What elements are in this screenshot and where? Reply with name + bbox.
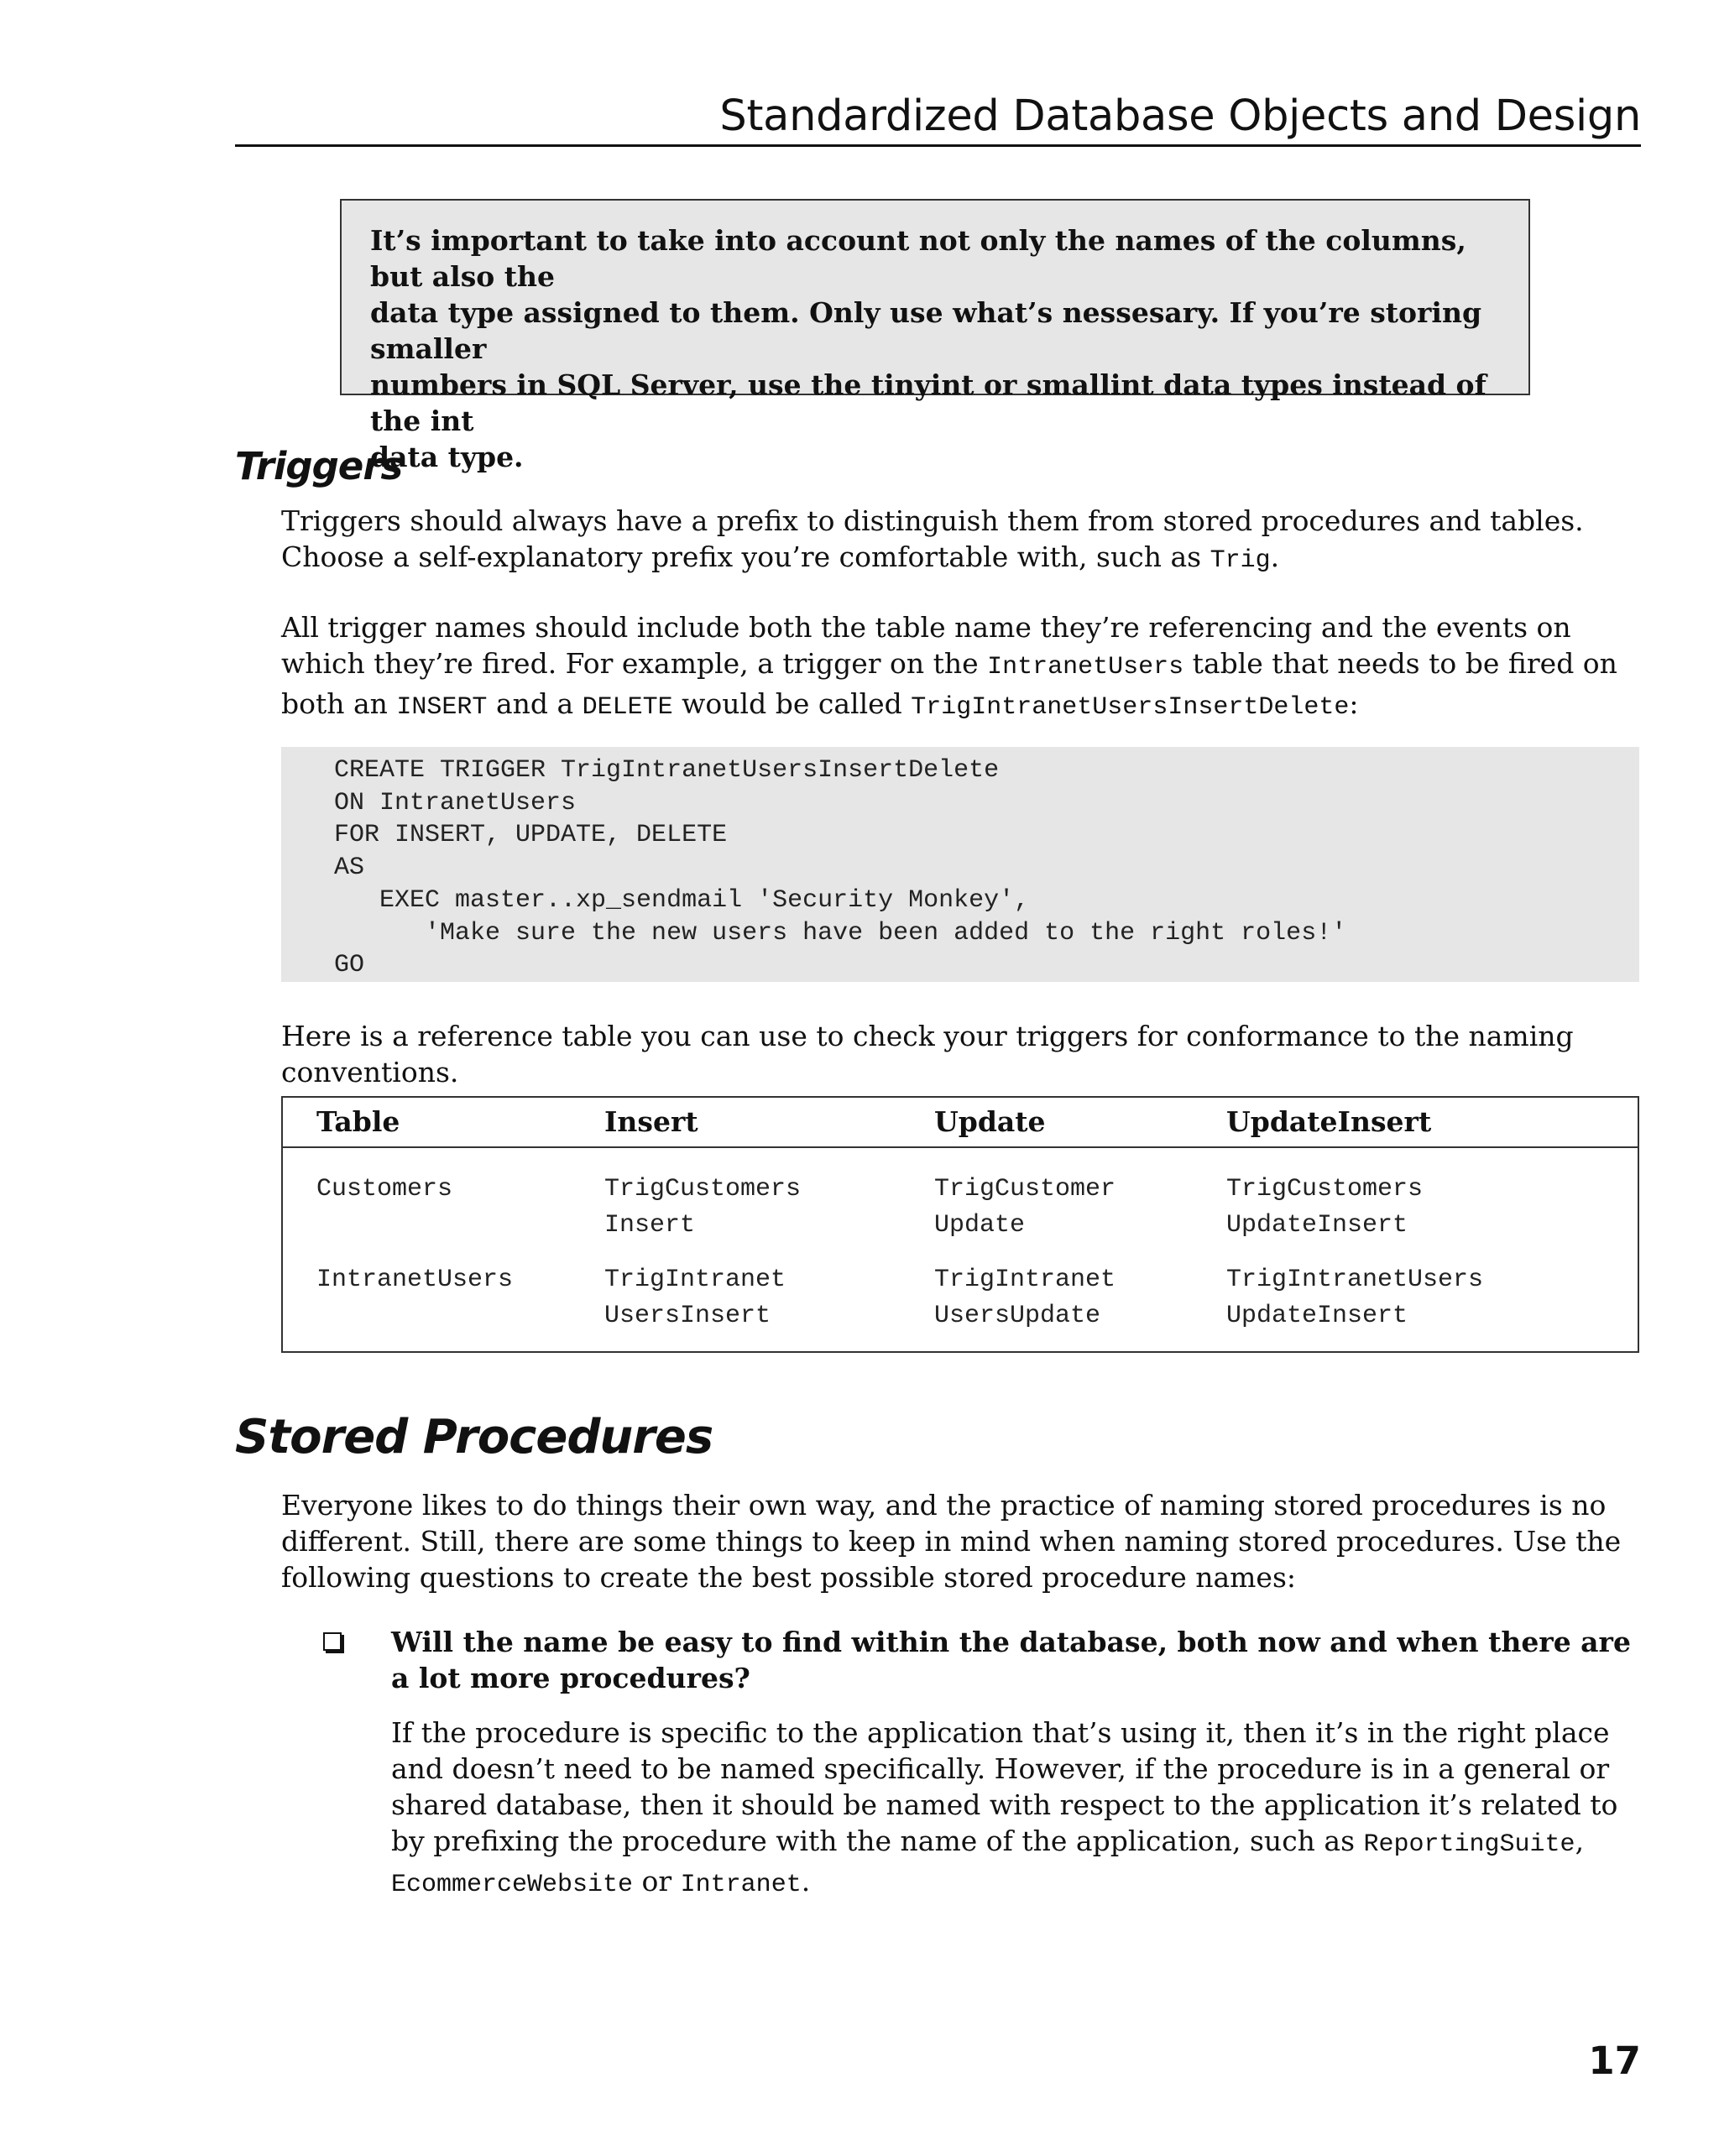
page-number: 17 xyxy=(1588,2039,1641,2083)
bullet-question: Will the name be easy to find within the database, both now and when there are a lot more procedures? xyxy=(391,1626,1631,1694)
note-line: data type. xyxy=(370,441,524,473)
paragraph-text: Triggers should always have a prefix to distinguish them from stored procedures and tables. Choose a self-explanatory prefix you’re comfortable with, such as xyxy=(281,504,1584,573)
table-cell: UpdateInsert xyxy=(1226,1211,1408,1240)
table-cell: TrigIntranet xyxy=(604,1266,786,1294)
table-cell: UsersUpdate xyxy=(934,1302,1101,1330)
paragraph-text: All trigger names should include both the table name they’re referencing and the events on which they’re fired. For example, a trigger on the xyxy=(281,611,1571,680)
bullet-body xyxy=(391,1715,1642,1903)
code-line: EXEC master..xp_sendmail 'Security Monkey', xyxy=(334,885,1030,915)
table-cell: UsersInsert xyxy=(604,1302,771,1330)
column-header-table: Table xyxy=(316,1105,400,1138)
inline-code: Intranet xyxy=(680,1871,802,1899)
inline-code: Trig xyxy=(1210,546,1271,575)
triggers-paragraph-1 xyxy=(281,503,1641,579)
table-cell: Insert xyxy=(604,1211,696,1240)
column-header-update: Update xyxy=(934,1105,1046,1138)
inline-code: INSERT xyxy=(396,693,488,722)
triggers-paragraph-2 xyxy=(281,609,1641,726)
code-line: CREATE TRIGGER TrigIntranetUsersInsertDelete xyxy=(334,756,1000,785)
inline-code: ReportingSuite xyxy=(1363,1830,1575,1859)
note-line: It’s important to take into account not only the names of the columns, but also the xyxy=(370,224,1466,293)
table-cell: IntranetUsers xyxy=(316,1266,514,1294)
paragraph-text: : xyxy=(1349,687,1359,720)
code-line: 'Make sure the new users have been added to the right roles!' xyxy=(334,918,1347,947)
code-line: AS xyxy=(334,854,365,883)
table-cell: UpdateInsert xyxy=(1226,1302,1408,1330)
table-cell: TrigIntranet xyxy=(934,1266,1116,1294)
paragraph-text: . xyxy=(801,1865,811,1898)
inline-code: TrigIntranetUsersInsertDelete xyxy=(911,693,1350,722)
note-callout xyxy=(340,199,1530,473)
paragraph-text: . xyxy=(1270,540,1280,573)
column-header-update-insert: UpdateInsert xyxy=(1226,1105,1432,1138)
note-line: data type assigned to them. Only use what’s nessesary. If you’re storing smaller xyxy=(370,296,1482,365)
table-cell: TrigCustomers xyxy=(604,1175,802,1203)
table-cell: Customers xyxy=(316,1175,453,1203)
paragraph-text: would be called xyxy=(672,687,912,720)
inline-code: EcommerceWebsite xyxy=(391,1871,634,1899)
running-head-title: Standardized Database Objects and Design xyxy=(235,88,1641,147)
table-header-row xyxy=(283,1098,1638,1148)
code-block xyxy=(281,747,1639,982)
paragraph-text: table that needs to be fired on both an xyxy=(281,647,1617,720)
note-line: numbers in SQL Server, use the tinyint or smallint data types instead of the int xyxy=(370,368,1486,437)
paragraph-text: and a xyxy=(487,687,583,720)
code-line: ON IntranetUsers xyxy=(334,788,577,817)
code-line: FOR INSERT, UPDATE, DELETE xyxy=(334,821,728,850)
table-cell: TrigCustomers xyxy=(1226,1175,1424,1203)
inline-code: IntranetUsers xyxy=(987,653,1184,681)
column-header-insert: Insert xyxy=(604,1105,698,1138)
triggers-paragraph-3: Here is a reference table you can use to check your triggers for conformance to the naming conventions. xyxy=(281,1020,1574,1088)
stored-procedures-heading: Stored Procedures xyxy=(235,1410,713,1464)
table-cell: TrigCustomer xyxy=(934,1175,1116,1203)
table-cell: Update xyxy=(934,1211,1026,1240)
triggers-heading: Triggers xyxy=(235,444,403,488)
table-cell: TrigIntranetUsers xyxy=(1226,1266,1484,1294)
trigger-reference-table xyxy=(281,1096,1639,1353)
paragraph-text: , xyxy=(1575,1825,1585,1857)
paragraph-text: or xyxy=(633,1865,681,1898)
stored-procedures-paragraph-1: Everyone likes to do things their own way, and the practice of naming stored procedures is no different. Still, there are some things to keep in mind when naming stored procedures. Use the following questions to create the best possible stored procedure names: xyxy=(281,1489,1622,1594)
checkbox-bullet-icon xyxy=(323,1632,342,1651)
paragraph-text: If the procedure is specific to the application that’s using it, then it’s in the right place and doesn’t need to be named specifically. However, if the procedure is in a general or shared database, then it should be named with respect to the application it’s related to by prefixing the procedure with the name of the application, such as xyxy=(391,1716,1618,1857)
code-line: GO xyxy=(334,951,365,980)
inline-code: DELETE xyxy=(582,693,673,722)
